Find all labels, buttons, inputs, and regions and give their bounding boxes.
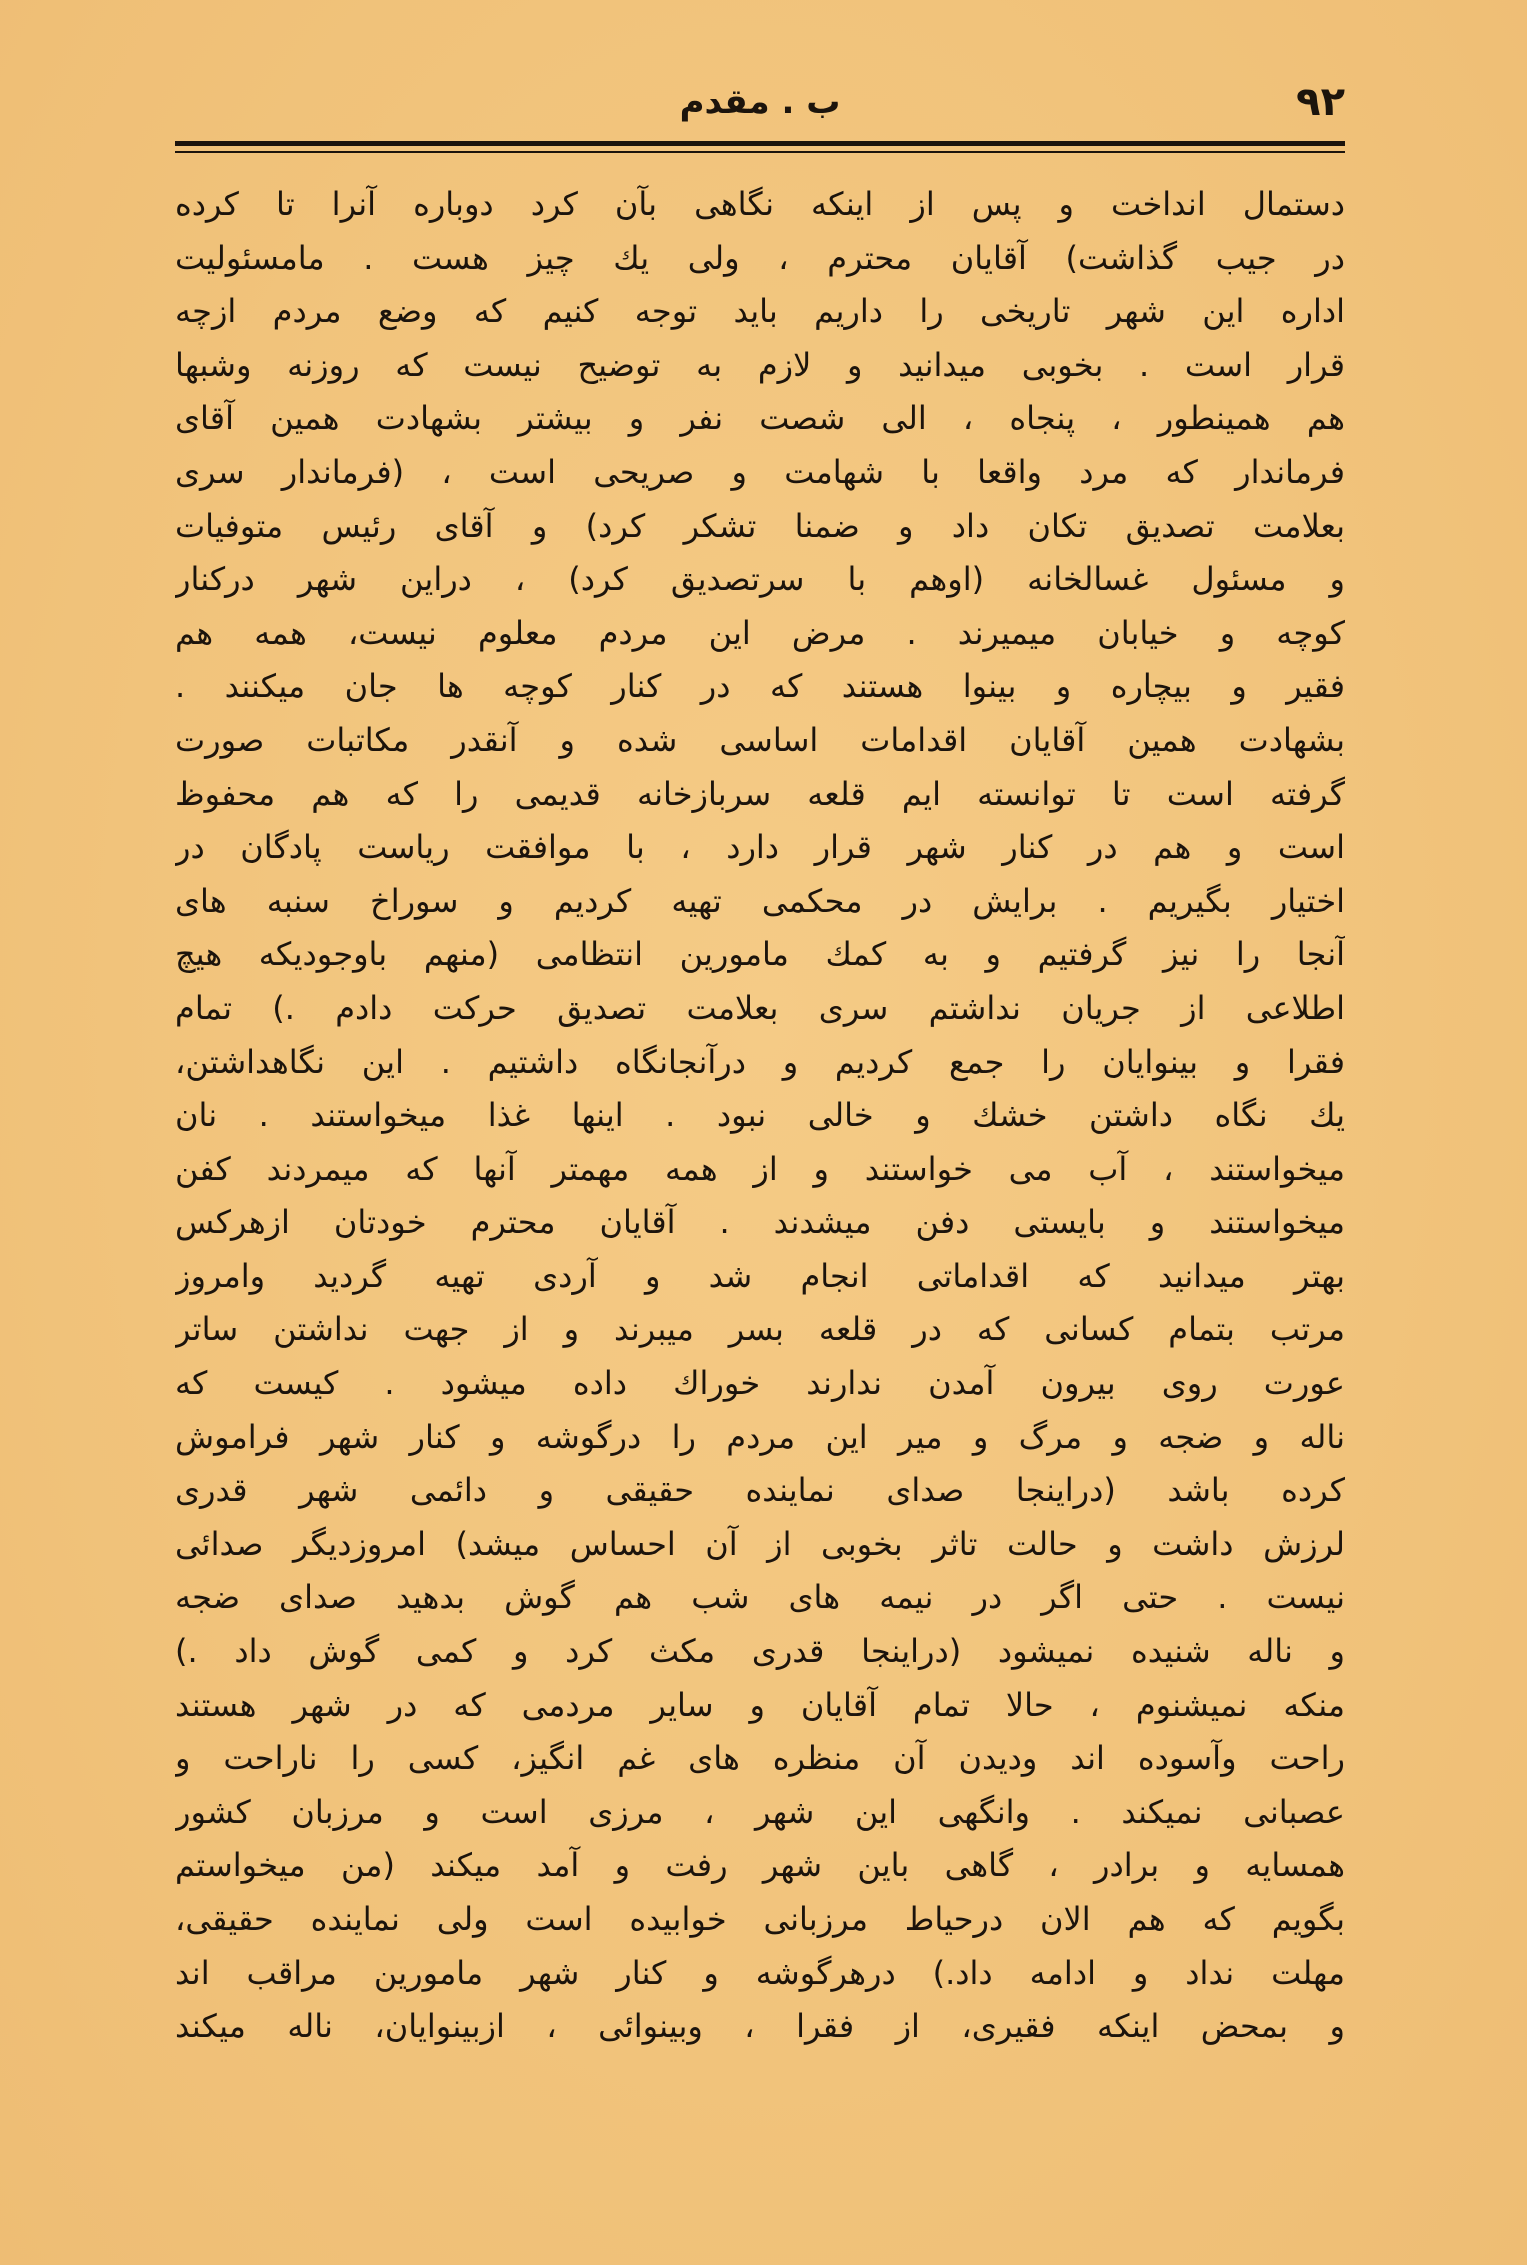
text-line: نیست . حتی اگر در نیمه های شب هم گوش بدهید صدای ضجه bbox=[175, 1578, 1345, 1617]
text-line: اداره این شهر تاریخی را داریم باید توجه کنیم که وضع مردم ازچه bbox=[175, 292, 1345, 331]
text-line: کوچه و خیابان میمیرند . مرض این مردم معلوم نیست، همه هم bbox=[175, 613, 1345, 652]
text-line: میخواستند ، آب می خواستند و از همه مهمتر آنها که میمردند کفن bbox=[175, 1149, 1345, 1188]
header-rule-thin bbox=[175, 151, 1345, 153]
text-line: و ناله شنیده نمیشود (دراینجا قدری مکث کرد و کمی گوش داد .) bbox=[175, 1632, 1345, 1671]
text-line: هم همینطور ، پنجاه ، الی شصت نفر و بیشتر بشهادت همین آقای bbox=[175, 399, 1345, 438]
body-text bbox=[175, 178, 1345, 2054]
text-line: آنجا را نیز گرفتیم و به کمك مامورین انتظامی (منهم باوجودیکه هیچ bbox=[175, 935, 1345, 974]
text-line: ناله و ضجه و مرگ و میر این مردم را درگوشه و کنار شهر فراموش bbox=[175, 1417, 1345, 1456]
text-line: یك نگاه داشتن خشك و خالی نبود . اینها غذا میخواستند . نان bbox=[175, 1096, 1345, 1135]
text-line: در جیب گذاشت) آقایان محترم ، ولی یك چیز هست . مامسئولیت bbox=[175, 238, 1345, 277]
text-line: فقیر و بیچاره و بینوا هستند که در کنار کوچه ها جان میکنند . bbox=[175, 667, 1345, 706]
text-line: است و هم در کنار شهر قرار دارد ، با موافقت ریاست پادگان در bbox=[175, 828, 1345, 867]
text-line: راحت وآسوده اند ودیدن آن منظره های غم انگیز، کسی را ناراحت و bbox=[175, 1739, 1345, 1778]
text-line: عورت روی بیرون آمدن ندارند خوراك داده میشود . کیست که bbox=[175, 1364, 1345, 1403]
text-line: دستمال انداخت و پس از اینکه نگاهی بآن کرد دوباره آنرا تا کرده bbox=[175, 185, 1345, 223]
text-line: گرفته است تا توانسته ایم قلعه سربازخانه قدیمی را که هم محفوظ bbox=[175, 774, 1345, 813]
text-line: فقرا و بینوایان را جمع کردیم و درآنجانگاه داشتیم . این نگاهداشتن، bbox=[175, 1042, 1345, 1081]
text-line: و مسئول غسالخانه (اوهم با سرتصدیق کرد) ، دراین شهر درکنار bbox=[175, 560, 1345, 599]
text-line: منکه نمیشنوم ، حالا تمام آقایان و سایر مردمی که در شهر هستند bbox=[175, 1685, 1345, 1724]
text-line: اختیار بگیریم . برایش در محکمی تهیه کردیم و سوراخ سنبه های bbox=[175, 881, 1345, 920]
text-line: بشهادت همین آقایان اقدامات اساسی شده و آنقدر مکاتبات صورت bbox=[175, 720, 1345, 759]
page-number: ۹۲ bbox=[1296, 79, 1345, 125]
text-line: بهتر میدانید که اقداماتی انجام شد و آردی تهیه گردید وامروز bbox=[175, 1256, 1345, 1295]
text-line: لرزش داشت و حالت تاثر بخوبی از آن احساس میشد) امروزدیگر صدائی bbox=[175, 1524, 1345, 1563]
text-line: مهلت نداد و ادامه داد.) درهرگوشه و کنار شهر مامورین مراقب اند bbox=[175, 1953, 1345, 1992]
text-line: بگویم که هم الان درحیاط مرزبانی خوابیده است ولی نماینده حقیقی، bbox=[175, 1900, 1345, 1938]
text-line: کرده باشد (دراینجا صدای نماینده حقیقی و دائمی شهر قدری bbox=[175, 1471, 1345, 1510]
text-line: بعلامت تصدیق تکان داد و ضمنا تشکر کرد) و آقای رئیس متوفیات bbox=[175, 506, 1345, 545]
page-header bbox=[175, 72, 1345, 142]
text-line: عصبانی نمیکند . وانگهی این شهر ، مرزی است و مرزبان کشور bbox=[175, 1792, 1345, 1831]
text-line: میخواستند و بایستی دفن میشدند . آقایان محترم خودتان ازهرکس bbox=[175, 1203, 1345, 1242]
text-line: اطلاعی از جریان نداشتم سری بعلامت تصدیق حرکت دادم .) تمام bbox=[175, 988, 1345, 1027]
text-line: فرماندار که مرد واقعا با شهامت و صریحی است ، (فرماندار سری bbox=[175, 452, 1345, 491]
text-line: قرار است . بخوبی میدانید و لازم به توضیح نیست که روزنه وشبها bbox=[175, 345, 1345, 384]
text-line: مرتب بتمام کسانی که در قلعه بسر میبرند و از جهت نداشتن ساتر bbox=[175, 1310, 1345, 1349]
header-rule-thick bbox=[175, 141, 1345, 146]
text-line: همسایه و برادر ، گاهی باین شهر رفت و آمد میکند (من میخواستم bbox=[175, 1846, 1345, 1885]
text-line: و بمحض اینکه فقیری، از فقرا ، وبینوائی ، ازبینوایان، ناله میکند bbox=[175, 2007, 1345, 2046]
running-title: ب . مقدم bbox=[679, 82, 841, 122]
